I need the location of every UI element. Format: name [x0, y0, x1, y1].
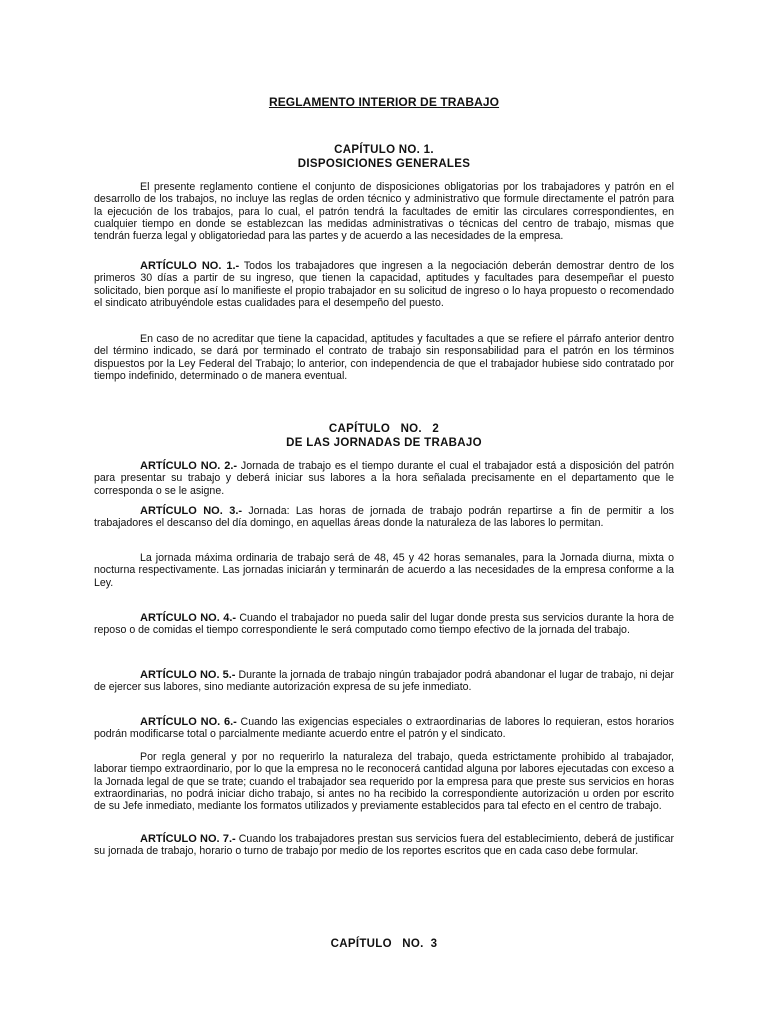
article-4-label: ARTÍCULO NO. 4.- — [140, 612, 237, 624]
chapter-1-heading — [0, 144, 768, 171]
article-6-label: ARTÍCULO NO. 6.- — [140, 716, 237, 728]
article-7-label: ARTÍCULO NO. 7.- — [140, 833, 236, 845]
article-4-paragraph — [94, 612, 674, 637]
article-7-paragraph — [94, 833, 674, 858]
article-2-paragraph — [94, 460, 674, 497]
chapter-1-number: CAPÍTULO NO. 1. — [334, 144, 434, 156]
article-4-text: Cuando el trabajador no pueda salir del lugar donde presta sus servicios durante la hora de reposo o de comidas el tiempo correspondiente le será computado como tiempo efectivo de la jornada del trabajo. — [94, 612, 674, 637]
article-6-text: Cuando las exigencias especiales o extraordinarias de labores lo requieran, estos horarios podrán modificarse total o parcialmente mediante acuerdo entre el patrón y el sindicato. — [94, 716, 674, 741]
article-1-text: Todos los trabajadores que ingresen a la negociación deberán demostrar dentro de los primeros 30 días a partir de su ingreso, que tienen la capacidad, aptitudes y facultades para desempeñar el puesto solicitado, bien porque así lo manifieste el propio trabajador en su solicitud de ingreso o lo haya propuesto o recomendado el sindicato atribuyéndole estas cualidades para el desempeño del puesto. — [94, 260, 674, 309]
article-7-text: Cuando los trabajadores prestan sus servicios fuera del establecimiento, deberá de justificar su jornada de trabajo, horario o turno de trabajo por medio de los reportes escritos que en cada caso debe formular. — [94, 833, 674, 858]
article-6-paragraph-2: Por regla general y por no requerirlo la naturaleza del trabajo, queda estrictamente prohibido al trabajador, laborar tiempo extraordinario, por lo que la empresa no le reconocerá cantidad alguna por labores ejecutadas con exceso a la Jornada legal de que se trate; cuando el trabajador sea requerido por la empresa para que preste sus servicios en horas extraordinarias, no podrá iniciar dicho trabajo, si antes no ha recibido la correspondiente autorización u orden por escrito de su Jefe inmediato, mediante los formatos utilizados y previamente establecidos para tal efecto en el centro de trabajo. — [94, 751, 674, 813]
chapter-1-title: DISPOSICIONES GENERALES — [297, 157, 471, 170]
chapter-2-heading — [0, 423, 768, 450]
chapter-2-title: DE LAS JORNADAS DE TRABAJO — [286, 436, 482, 449]
chapter-3-heading — [0, 938, 768, 952]
article-5-label: ARTÍCULO NO. 5.- — [140, 669, 236, 681]
article-1-label: ARTÍCULO NO. 1.- — [140, 260, 240, 272]
article-5-text: Durante la jornada de trabajo ningún trabajador podrá abandonar el lugar de trabajo, ni dejar de ejercer sus labores, sino mediante autorización expresa de su jefe inmediato. — [94, 669, 674, 694]
article-5-paragraph — [94, 669, 674, 694]
article-1-paragraph-2: En caso de no acreditar que tiene la capacidad, aptitudes y facultades a que se refiere el párrafo anterior dentro del término indicado, se dará por terminado el contrato de trabajo sin responsabilidad para el patrón en los términos dispuestos por la Ley Federal del Trabajo; lo anterior, con independencia de que el trabajador hubiese sido contratado por tiempo indefinido, determinado o de manera eventual. — [94, 333, 674, 382]
article-3-paragraph-2: La jornada máxima ordinaria de trabajo será de 48, 45 y 42 horas semanales, para la Jornada diurna, mixta o nocturna respectivamente. Las jornadas iniciarán y terminarán de acuerdo a las necesidades de la empresa conforme a la Ley. — [94, 552, 674, 589]
chapter-2-number: CAPÍTULO NO. 2 — [328, 423, 440, 435]
article-6-paragraph — [94, 716, 674, 741]
document-title: REGLAMENTO INTERIOR DE TRABAJO — [268, 95, 500, 109]
article-3-text: Jornada: Las horas de jornada de trabajo podrán repartirse a fin de permitir a los trabajadores el descanso del día domingo, en aquellas áreas donde la naturaleza de las labores lo permitan. — [94, 505, 674, 530]
chapter-3-number: CAPÍTULO NO. 3 — [330, 938, 438, 950]
article-2-label: ARTÍCULO NO. 2.- — [140, 460, 238, 472]
chapter-1-intro-paragraph: El presente reglamento contiene el conjunto de disposiciones obligatorias por los trabajadores y patrón en el desarrollo de los trabajos, no incluye las reglas de orden técnico y administrativo que formule directamente el patrón para la ejecución de los trabajos, para lo cual, el patrón tendrá la facultades de emitir las circulares correspondientes, en cualquier tiempo en donde se establezcan las medidas administrativas o técnicas del centro de trabajo, mismas que tendrán fuerza legal y obligatoriedad para las partes y de acuerdo a las necesidades de la empresa. — [94, 181, 674, 243]
article-2-text: Jornada de trabajo es el tiempo durante el cual el trabajador está a disposición del patrón para presentar su trabajo y deberá iniciar sus labores a la hora señalada precisamente en el departamento que le corresponda o se le asigne. — [94, 460, 674, 497]
article-1-paragraph — [94, 260, 674, 309]
article-3-paragraph — [94, 505, 674, 530]
article-3-label: ARTÍCULO NO. 3.- — [140, 505, 243, 517]
